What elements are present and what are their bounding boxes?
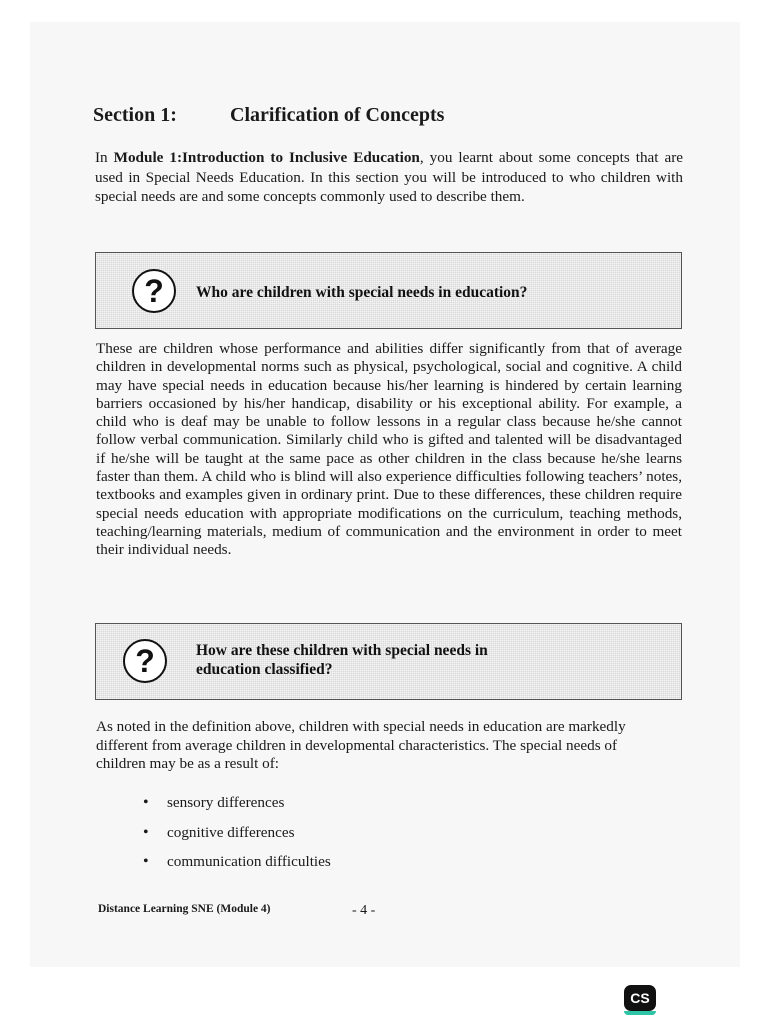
question-box-1 [95, 252, 682, 329]
question-1-text: Who are children with special needs in education? [196, 284, 528, 301]
section-number: Section 1: [93, 104, 177, 126]
intro-lead: In [95, 149, 114, 166]
intro-paragraph [95, 148, 683, 207]
section-heading [93, 104, 444, 127]
classification-paragraph: As noted in the definition above, children with special needs in education are markedly different from average children in developmental characteristics. The special needs of children may be as a result of: [96, 718, 626, 772]
list-item [143, 793, 331, 823]
list-item [143, 852, 331, 882]
page-number: - 4 - [352, 903, 376, 918]
definition-paragraph: These are children whose performance and abilities differ significantly from that of average children in developmental norms such as physical, psychological, social and cognitive. A child may have special needs in education because his/her learning is hindered by certain learning barriers occasioned by his/her handicap, disability or his exceptional ability. For example, a child who is deaf may be unable to follow lessons in a regular class because he/she cannot follow verbal communication. Similarly child who is gifted and talented will be disadvantaged if he/she will be taught at the same pace as other children in the class because he/she learns faster than them. A child who is blind will also experience difficulties following teachers’ notes, textbooks and examples given in ordinary print. Due to these differences, these children require special needs education with appropriate modifications on the curriculum, teaching methods, teaching/learning materials, medium of communication and the environment in order to meet their individual needs. [96, 340, 682, 559]
intro-module-title: Module 1:Introduction to Inclusive Education [113, 149, 420, 166]
section-title: Clarification of Concepts [230, 104, 445, 126]
bullet-icon: • [143, 853, 149, 870]
special-needs-list [143, 793, 331, 882]
footer-module-label: Distance Learning SNE (Module 4) [98, 903, 271, 915]
bullet-icon: • [143, 794, 149, 811]
list-item-text: sensory differences [167, 794, 285, 811]
bullet-icon: • [143, 823, 149, 841]
camscanner-logo-icon: CS [624, 985, 656, 1011]
question-box-2 [95, 623, 682, 700]
intro-text: , you learnt about some concepts that are used in Special Needs Education. In this section you will be introduced to who children with special needs are and some concepts commonly used to describe them. [95, 149, 684, 205]
question-2-text: How are these children with special needs in education classified? [196, 642, 488, 678]
question-mark-icon: ? [132, 269, 176, 313]
list-item-text: cognitive differences [167, 823, 295, 841]
question-mark-icon: ? [123, 639, 167, 683]
list-item-text: communication difficulties [167, 853, 331, 870]
list-item [143, 823, 331, 853]
